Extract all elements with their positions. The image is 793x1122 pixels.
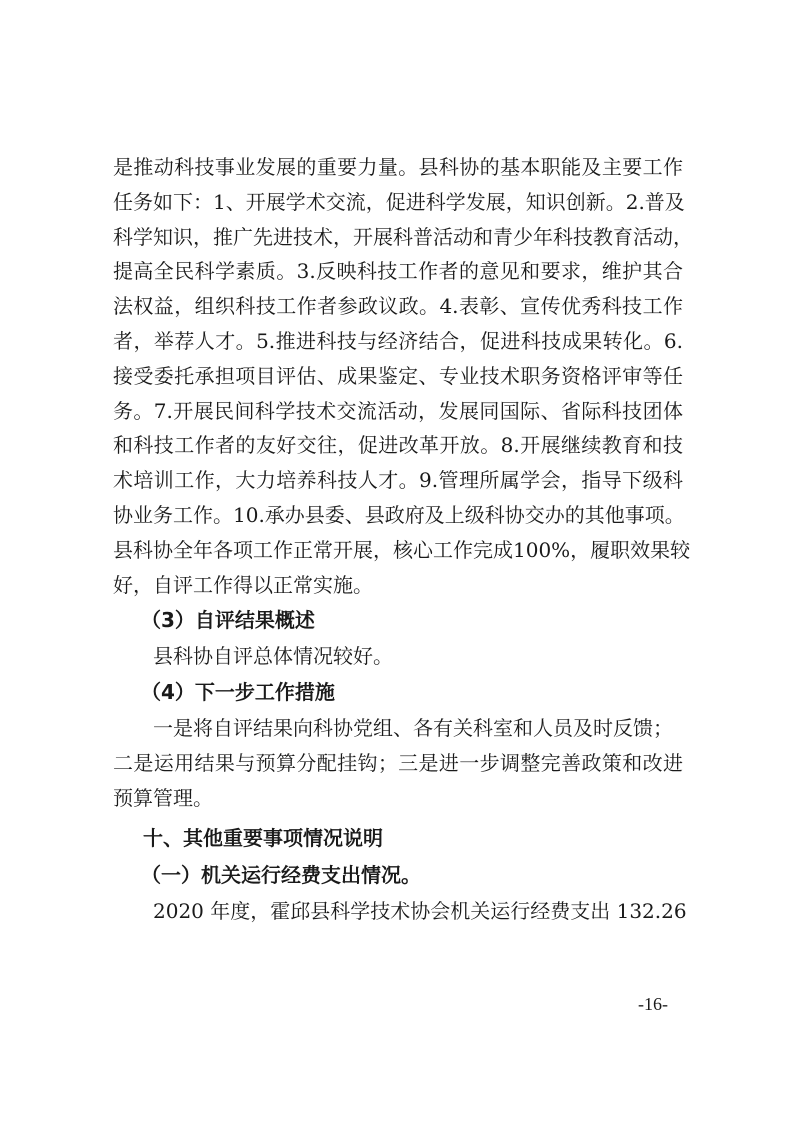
paragraph-line: 者，举荐人才。5.推进科技与经济结合，促进科技成果转化。6. <box>113 328 683 353</box>
paragraph-line: 提高全民科学素质。3.反映科技工作者的意见和要求，维护其合 <box>113 259 683 284</box>
paragraph-line: 县科协全年各项工作正常开展，核心工作完成100%，履职效果较 <box>113 537 691 562</box>
paragraph-line: 术培训工作，大力培养科技人才。9.管理所属学会，指导下级科 <box>113 468 683 493</box>
paragraph-line: 接受委托承担项目评估、成果鉴定、专业技术职务资格评审等任 <box>113 363 683 388</box>
subsection-heading: （一）机关运行经费支出情况。 <box>141 862 421 887</box>
paragraph-line: 务。7.开展民间科学技术交流活动，发展同国际、省际科技团体 <box>113 398 683 423</box>
body-text <box>113 150 693 928</box>
paragraph-line: 2020 年度，霍邱县科学技术协会机关运行经费支出 132.26 <box>153 898 687 923</box>
paragraph-line: 一是将自评结果向科协党组、各有关科室和人员及时反馈； <box>153 716 673 741</box>
paragraph-line: 预算管理。 <box>113 785 213 810</box>
paragraph-line: 和科技工作者的友好交往，促进改革开放。8.开展继续教育和技 <box>113 433 683 458</box>
section-heading: 十、其他重要事项情况说明 <box>143 825 383 850</box>
paragraph-line: 好，自评工作得以正常实施。 <box>113 572 373 597</box>
paragraph-line: 二是运用结果与预算分配挂钩；三是进一步调整完善政策和改进 <box>113 750 683 775</box>
paragraph-line: 法权益，组织科技工作者参政议政。4.表彰、宣传优秀科技工作 <box>113 294 683 319</box>
page-number: -16- <box>638 994 668 1014</box>
heading-next-steps: （4）下一步工作措施 <box>141 680 335 705</box>
paragraph-line: 科学知识，推广先进技术，开展科普活动和青少年科技教育活动， <box>113 224 693 249</box>
paragraph-line: 县科协自评总体情况较好。 <box>153 644 393 669</box>
paragraph-line: 协业务工作。10.承办县委、县政府及上级科协交办的其他事项。 <box>113 502 685 527</box>
paragraph-line: 是推动科技事业发展的重要力量。县科协的基本职能及主要工作 <box>113 155 683 179</box>
heading-self-evaluation-summary: （3）自评结果概述 <box>141 608 315 633</box>
paragraph-line: 任务如下：1、开展学术交流，促进科学发展，知识创新。2.普及 <box>113 189 685 214</box>
